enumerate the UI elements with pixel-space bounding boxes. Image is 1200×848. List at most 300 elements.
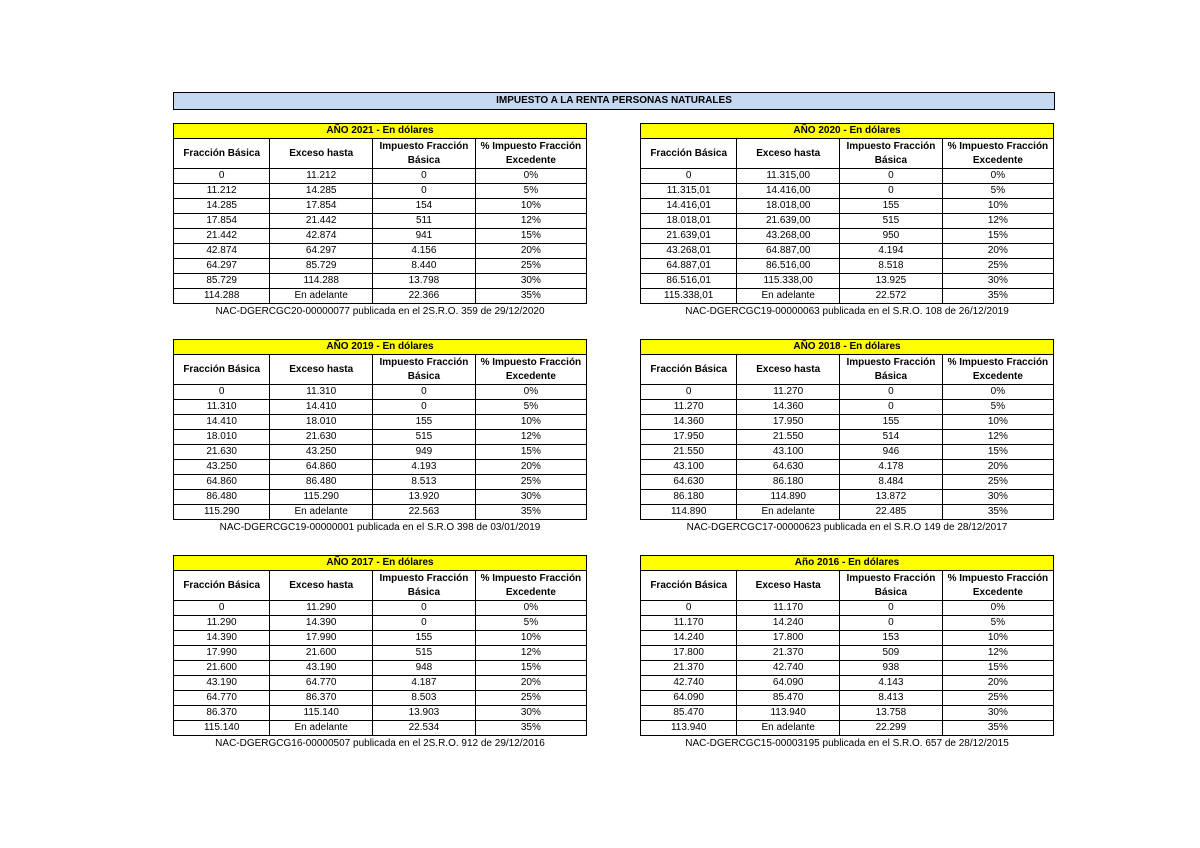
tax-table	[173, 123, 587, 304]
table-cell: 10%	[942, 631, 1053, 646]
table-cell: 938	[840, 661, 943, 676]
table-row	[174, 169, 587, 184]
table-cell: 950	[840, 229, 943, 244]
source-note: NAC-DGERGCG16-00000507 publicada en el 2S.R.O. 912 de 29/12/2016	[215, 738, 545, 749]
table-cell: 11.170	[737, 601, 840, 616]
table-cell: 85.729	[270, 259, 373, 274]
table-cell: 43.250	[270, 445, 373, 460]
table-cell: 22.563	[373, 505, 476, 520]
table-cell: 11.212	[270, 169, 373, 184]
table-cell: 64.090	[737, 676, 840, 691]
table-header-row	[174, 139, 587, 169]
table-cell: 0	[373, 385, 476, 400]
table-cell: 4.178	[840, 460, 943, 475]
table-title: AÑO 2019 - En dólares	[174, 340, 587, 355]
column-header: Impuesto Fracción Básica	[840, 571, 943, 601]
table-cell: 17.950	[737, 415, 840, 430]
column-header: Impuesto Fracción Básica	[840, 139, 943, 169]
table-cell: 64.770	[270, 676, 373, 691]
table-cell: 0%	[475, 601, 586, 616]
tax-table	[640, 555, 1054, 736]
table-cell: En adelante	[270, 721, 373, 736]
table-cell: 948	[373, 661, 476, 676]
table-cell: 155	[373, 415, 476, 430]
table-cell: 115.140	[270, 706, 373, 721]
table-cell: 43.190	[270, 661, 373, 676]
table-cell: 21.639,00	[737, 214, 840, 229]
table-cell: 43.190	[174, 676, 270, 691]
table-cell: 20%	[942, 460, 1053, 475]
table-cell: 14.410	[174, 415, 270, 430]
table-cell: 155	[373, 631, 476, 646]
table-cell: 949	[373, 445, 476, 460]
tax-table	[640, 123, 1054, 304]
table-cell: 20%	[942, 244, 1053, 259]
table-row	[641, 721, 1054, 736]
table-cell: 10%	[942, 199, 1053, 214]
table-cell: 17.990	[270, 631, 373, 646]
table-row	[174, 505, 587, 520]
table-cell: 114.890	[641, 505, 737, 520]
table-cell: 64.090	[641, 691, 737, 706]
table-cell: 43.100	[737, 445, 840, 460]
table-cell: 64.630	[641, 475, 737, 490]
tax-table-2	[173, 339, 587, 535]
table-cell: 86.180	[641, 490, 737, 505]
tax-table-0	[173, 123, 587, 319]
column-header: % Impuesto Fracción Excedente	[475, 139, 586, 169]
table-cell: 15%	[475, 445, 586, 460]
table-cell: 20%	[475, 460, 586, 475]
table-cell: 10%	[475, 631, 586, 646]
table-cell: 42.740	[641, 676, 737, 691]
table-cell: En adelante	[270, 289, 373, 304]
table-cell: 15%	[475, 229, 586, 244]
table-cell: 35%	[475, 505, 586, 520]
table-cell: 64.887,00	[737, 244, 840, 259]
table-row	[641, 706, 1054, 721]
source-note: NAC-DGERCGC19-00000063 publicada en el S.R.O. 108 de 26/12/2019	[685, 306, 1009, 317]
table-cell: 0%	[475, 385, 586, 400]
table-row	[174, 706, 587, 721]
table-row	[174, 430, 587, 445]
table-cell: 0	[174, 385, 270, 400]
table-row	[174, 445, 587, 460]
table-cell: 0	[840, 601, 943, 616]
table-cell: 0	[373, 169, 476, 184]
table-cell: 114.288	[174, 289, 270, 304]
column-header: Fracción Básica	[641, 355, 737, 385]
table-cell: 0%	[942, 169, 1053, 184]
table-cell: 35%	[942, 721, 1053, 736]
table-cell: 11.170	[641, 616, 737, 631]
table-row	[641, 661, 1054, 676]
table-cell: 64.297	[270, 244, 373, 259]
table-cell: 113.940	[641, 721, 737, 736]
table-cell: 946	[840, 445, 943, 460]
table-cell: 21.550	[641, 445, 737, 460]
table-header-row	[641, 571, 1054, 601]
table-row	[174, 289, 587, 304]
table-cell: 17.990	[174, 646, 270, 661]
table-cell: 8.484	[840, 475, 943, 490]
table-cell: 8.518	[840, 259, 943, 274]
table-cell: 0%	[475, 169, 586, 184]
table-row	[174, 229, 587, 244]
table-cell: 17.854	[270, 199, 373, 214]
table-cell: 5%	[475, 400, 586, 415]
table-cell: 14.410	[270, 400, 373, 415]
table-cell: 17.950	[641, 430, 737, 445]
table-row	[174, 385, 587, 400]
table-cell: 5%	[475, 616, 586, 631]
table-cell: 30%	[942, 706, 1053, 721]
table-row	[641, 445, 1054, 460]
table-cell: 15%	[942, 229, 1053, 244]
table-cell: En adelante	[737, 721, 840, 736]
table-cell: 515	[373, 430, 476, 445]
table-cell: 12%	[942, 646, 1053, 661]
table-cell: 35%	[475, 289, 586, 304]
column-header: Fracción Básica	[174, 571, 270, 601]
table-cell: 11.290	[270, 601, 373, 616]
table-row	[641, 169, 1054, 184]
table-cell: 114.288	[270, 274, 373, 289]
table-cell: 0%	[942, 385, 1053, 400]
table-cell: 0	[174, 601, 270, 616]
table-cell: 0	[373, 400, 476, 415]
table-cell: 17.800	[737, 631, 840, 646]
table-row	[174, 214, 587, 229]
table-row	[641, 475, 1054, 490]
table-cell: 30%	[475, 490, 586, 505]
table-row	[641, 229, 1054, 244]
table-cell: 43.268,00	[737, 229, 840, 244]
table-cell: 86.516,01	[641, 274, 737, 289]
source-note: NAC-DGERCGC19-00000001 publicada en el S.R.O 398 de 03/01/2019	[219, 522, 541, 533]
table-cell: 0	[174, 169, 270, 184]
table-cell: 86.370	[174, 706, 270, 721]
table-cell: 10%	[475, 199, 586, 214]
table-cell: 0	[373, 184, 476, 199]
table-row	[174, 274, 587, 289]
table-cell: 8.413	[840, 691, 943, 706]
table-cell: 0	[840, 400, 943, 415]
table-cell: 0	[373, 616, 476, 631]
table-row	[174, 631, 587, 646]
column-header: Fracción Básica	[641, 139, 737, 169]
table-row	[641, 415, 1054, 430]
table-cell: 515	[840, 214, 943, 229]
table-cell: 0	[641, 385, 737, 400]
table-row	[174, 415, 587, 430]
table-row	[641, 199, 1054, 214]
table-cell: 11.290	[174, 616, 270, 631]
table-cell: 86.480	[270, 475, 373, 490]
table-cell: 4.143	[840, 676, 943, 691]
table-row	[641, 460, 1054, 475]
table-cell: 4.193	[373, 460, 476, 475]
table-row	[641, 430, 1054, 445]
table-cell: 14.240	[641, 631, 737, 646]
column-header: % Impuesto Fracción Excedente	[942, 571, 1053, 601]
table-row	[641, 259, 1054, 274]
source-note: NAC-DGERCGC20-00000077 publicada en el 2S.R.O. 359 de 29/12/2020	[215, 306, 545, 317]
table-cell: En adelante	[737, 505, 840, 520]
column-header: % Impuesto Fracción Excedente	[475, 355, 586, 385]
column-header: Impuesto Fracción Básica	[373, 571, 476, 601]
table-row	[174, 490, 587, 505]
table-header-row	[641, 139, 1054, 169]
table-row	[641, 244, 1054, 259]
table-cell: 21.630	[174, 445, 270, 460]
table-cell: 30%	[475, 706, 586, 721]
table-cell: 18.018,01	[641, 214, 737, 229]
page-title: IMPUESTO A LA RENTA PERSONAS NATURALES	[173, 92, 1055, 110]
table-title: AÑO 2021 - En dólares	[174, 124, 587, 139]
table-cell: 64.297	[174, 259, 270, 274]
table-cell: 15%	[942, 661, 1053, 676]
table-cell: 18.018,00	[737, 199, 840, 214]
column-header: Exceso hasta	[737, 355, 840, 385]
table-cell: 20%	[475, 676, 586, 691]
table-cell: 941	[373, 229, 476, 244]
table-cell: 11.212	[174, 184, 270, 199]
table-cell: 25%	[942, 259, 1053, 274]
table-header-row	[174, 571, 587, 601]
table-cell: 64.860	[270, 460, 373, 475]
table-row	[174, 475, 587, 490]
table-cell: 14.390	[174, 631, 270, 646]
table-cell: 14.416,01	[641, 199, 737, 214]
table-row	[174, 646, 587, 661]
table-cell: 25%	[475, 259, 586, 274]
column-header: Exceso hasta	[737, 139, 840, 169]
table-row	[641, 385, 1054, 400]
table-cell: 21.442	[174, 229, 270, 244]
table-cell: 13.920	[373, 490, 476, 505]
column-header: Exceso hasta	[270, 355, 373, 385]
table-cell: 113.940	[737, 706, 840, 721]
table-cell: 86.516,00	[737, 259, 840, 274]
table-cell: 155	[840, 415, 943, 430]
table-cell: 14.285	[174, 199, 270, 214]
table-cell: 0	[641, 169, 737, 184]
table-cell: 15%	[475, 661, 586, 676]
table-cell: 11.315,01	[641, 184, 737, 199]
table-cell: 85.470	[737, 691, 840, 706]
table-cell: 11.310	[174, 400, 270, 415]
table-cell: 5%	[942, 616, 1053, 631]
table-row	[174, 601, 587, 616]
table-cell: 11.315,00	[737, 169, 840, 184]
table-cell: 20%	[475, 244, 586, 259]
table-cell: 515	[373, 646, 476, 661]
table-cell: 10%	[475, 415, 586, 430]
table-cell: 35%	[942, 505, 1053, 520]
table-cell: 21.442	[270, 214, 373, 229]
tax-table	[640, 339, 1054, 520]
table-cell: 25%	[475, 475, 586, 490]
table-row	[641, 691, 1054, 706]
table-row	[174, 676, 587, 691]
table-cell: 43.100	[641, 460, 737, 475]
column-header: Exceso hasta	[270, 139, 373, 169]
table-cell: 35%	[942, 289, 1053, 304]
table-cell: 21.600	[174, 661, 270, 676]
table-cell: 13.798	[373, 274, 476, 289]
table-cell: 115.338,01	[641, 289, 737, 304]
table-cell: 11.270	[641, 400, 737, 415]
tax-table	[173, 555, 587, 736]
column-header: Impuesto Fracción Básica	[840, 355, 943, 385]
table-cell: 115.140	[174, 721, 270, 736]
table-cell: 4.156	[373, 244, 476, 259]
table-row	[641, 616, 1054, 631]
tax-table-5	[640, 555, 1054, 751]
table-row	[641, 400, 1054, 415]
table-row	[174, 259, 587, 274]
table-cell: 0	[840, 169, 943, 184]
table-cell: 13.925	[840, 274, 943, 289]
table-cell: 12%	[942, 430, 1053, 445]
tax-table-4	[173, 555, 587, 751]
table-row	[641, 184, 1054, 199]
table-row	[174, 184, 587, 199]
table-cell: 20%	[942, 676, 1053, 691]
table-cell: 12%	[475, 646, 586, 661]
table-cell: 85.470	[641, 706, 737, 721]
tax-table-3	[640, 339, 1054, 535]
table-title: Año 2016 - En dólares	[641, 556, 1054, 571]
table-cell: 25%	[942, 691, 1053, 706]
table-cell: 42.874	[174, 244, 270, 259]
table-cell: 43.250	[174, 460, 270, 475]
table-row	[641, 490, 1054, 505]
table-row	[174, 400, 587, 415]
table-cell: 42.740	[737, 661, 840, 676]
column-header: Fracción Básica	[174, 139, 270, 169]
table-row	[641, 214, 1054, 229]
table-cell: 22.485	[840, 505, 943, 520]
table-row	[174, 244, 587, 259]
table-header-row	[174, 355, 587, 385]
table-cell: 13.872	[840, 490, 943, 505]
column-header: Exceso hasta	[270, 571, 373, 601]
table-cell: 17.800	[641, 646, 737, 661]
column-header: Fracción Básica	[641, 571, 737, 601]
table-cell: 21.639,01	[641, 229, 737, 244]
table-row	[641, 289, 1054, 304]
table-cell: 13.903	[373, 706, 476, 721]
table-cell: 14.416,00	[737, 184, 840, 199]
table-cell: 8.513	[373, 475, 476, 490]
column-header: % Impuesto Fracción Excedente	[942, 139, 1053, 169]
table-cell: 35%	[475, 721, 586, 736]
table-header-row	[641, 355, 1054, 385]
table-cell: 30%	[475, 274, 586, 289]
table-row	[174, 199, 587, 214]
table-title: AÑO 2017 - En dólares	[174, 556, 587, 571]
table-row	[641, 274, 1054, 289]
table-cell: 514	[840, 430, 943, 445]
table-cell: 14.390	[270, 616, 373, 631]
table-cell: 22.299	[840, 721, 943, 736]
table-cell: 12%	[475, 214, 586, 229]
table-cell: 14.360	[641, 415, 737, 430]
table-cell: 13.758	[840, 706, 943, 721]
table-cell: 5%	[942, 400, 1053, 415]
table-cell: 11.310	[270, 385, 373, 400]
table-cell: 4.194	[840, 244, 943, 259]
table-cell: 86.180	[737, 475, 840, 490]
table-row	[174, 460, 587, 475]
table-cell: 25%	[475, 691, 586, 706]
table-cell: 115.290	[174, 505, 270, 520]
table-cell: 64.887,01	[641, 259, 737, 274]
table-cell: 11.270	[737, 385, 840, 400]
table-cell: 10%	[942, 415, 1053, 430]
table-cell: 115.338,00	[737, 274, 840, 289]
table-cell: 5%	[475, 184, 586, 199]
table-row	[641, 631, 1054, 646]
table-row	[174, 721, 587, 736]
table-cell: 509	[840, 646, 943, 661]
table-cell: 14.240	[737, 616, 840, 631]
table-cell: 12%	[942, 214, 1053, 229]
table-cell: 0	[840, 184, 943, 199]
table-cell: 22.572	[840, 289, 943, 304]
table-title: AÑO 2018 - En dólares	[641, 340, 1054, 355]
table-cell: 0	[840, 616, 943, 631]
table-cell: 42.874	[270, 229, 373, 244]
table-cell: 86.370	[270, 691, 373, 706]
table-row	[174, 616, 587, 631]
table-cell: 30%	[942, 274, 1053, 289]
column-header: Exceso Hasta	[737, 571, 840, 601]
table-row	[641, 505, 1054, 520]
table-cell: 22.534	[373, 721, 476, 736]
table-cell: 22.366	[373, 289, 476, 304]
table-cell: En adelante	[737, 289, 840, 304]
table-row	[641, 601, 1054, 616]
table-cell: 17.854	[174, 214, 270, 229]
column-header: % Impuesto Fracción Excedente	[942, 355, 1053, 385]
tax-table-1	[640, 123, 1054, 319]
table-cell: 18.010	[270, 415, 373, 430]
column-header: % Impuesto Fracción Excedente	[475, 571, 586, 601]
table-cell: 115.290	[270, 490, 373, 505]
table-cell: 43.268,01	[641, 244, 737, 259]
table-cell: 0%	[942, 601, 1053, 616]
table-cell: 12%	[475, 430, 586, 445]
table-cell: 0	[840, 385, 943, 400]
table-cell: 8.503	[373, 691, 476, 706]
table-cell: 153	[840, 631, 943, 646]
column-header: Fracción Básica	[174, 355, 270, 385]
table-cell: 154	[373, 199, 476, 214]
table-cell: 0	[641, 601, 737, 616]
table-cell: 8.440	[373, 259, 476, 274]
table-row	[641, 676, 1054, 691]
source-note: NAC-DGERCGC17-00000623 publicada en el S.R.O 149 de 28/12/2017	[686, 522, 1008, 533]
table-cell: 85.729	[174, 274, 270, 289]
table-cell: 64.860	[174, 475, 270, 490]
table-cell: 21.370	[737, 646, 840, 661]
table-cell: En adelante	[270, 505, 373, 520]
table-cell: 15%	[942, 445, 1053, 460]
table-cell: 21.630	[270, 430, 373, 445]
